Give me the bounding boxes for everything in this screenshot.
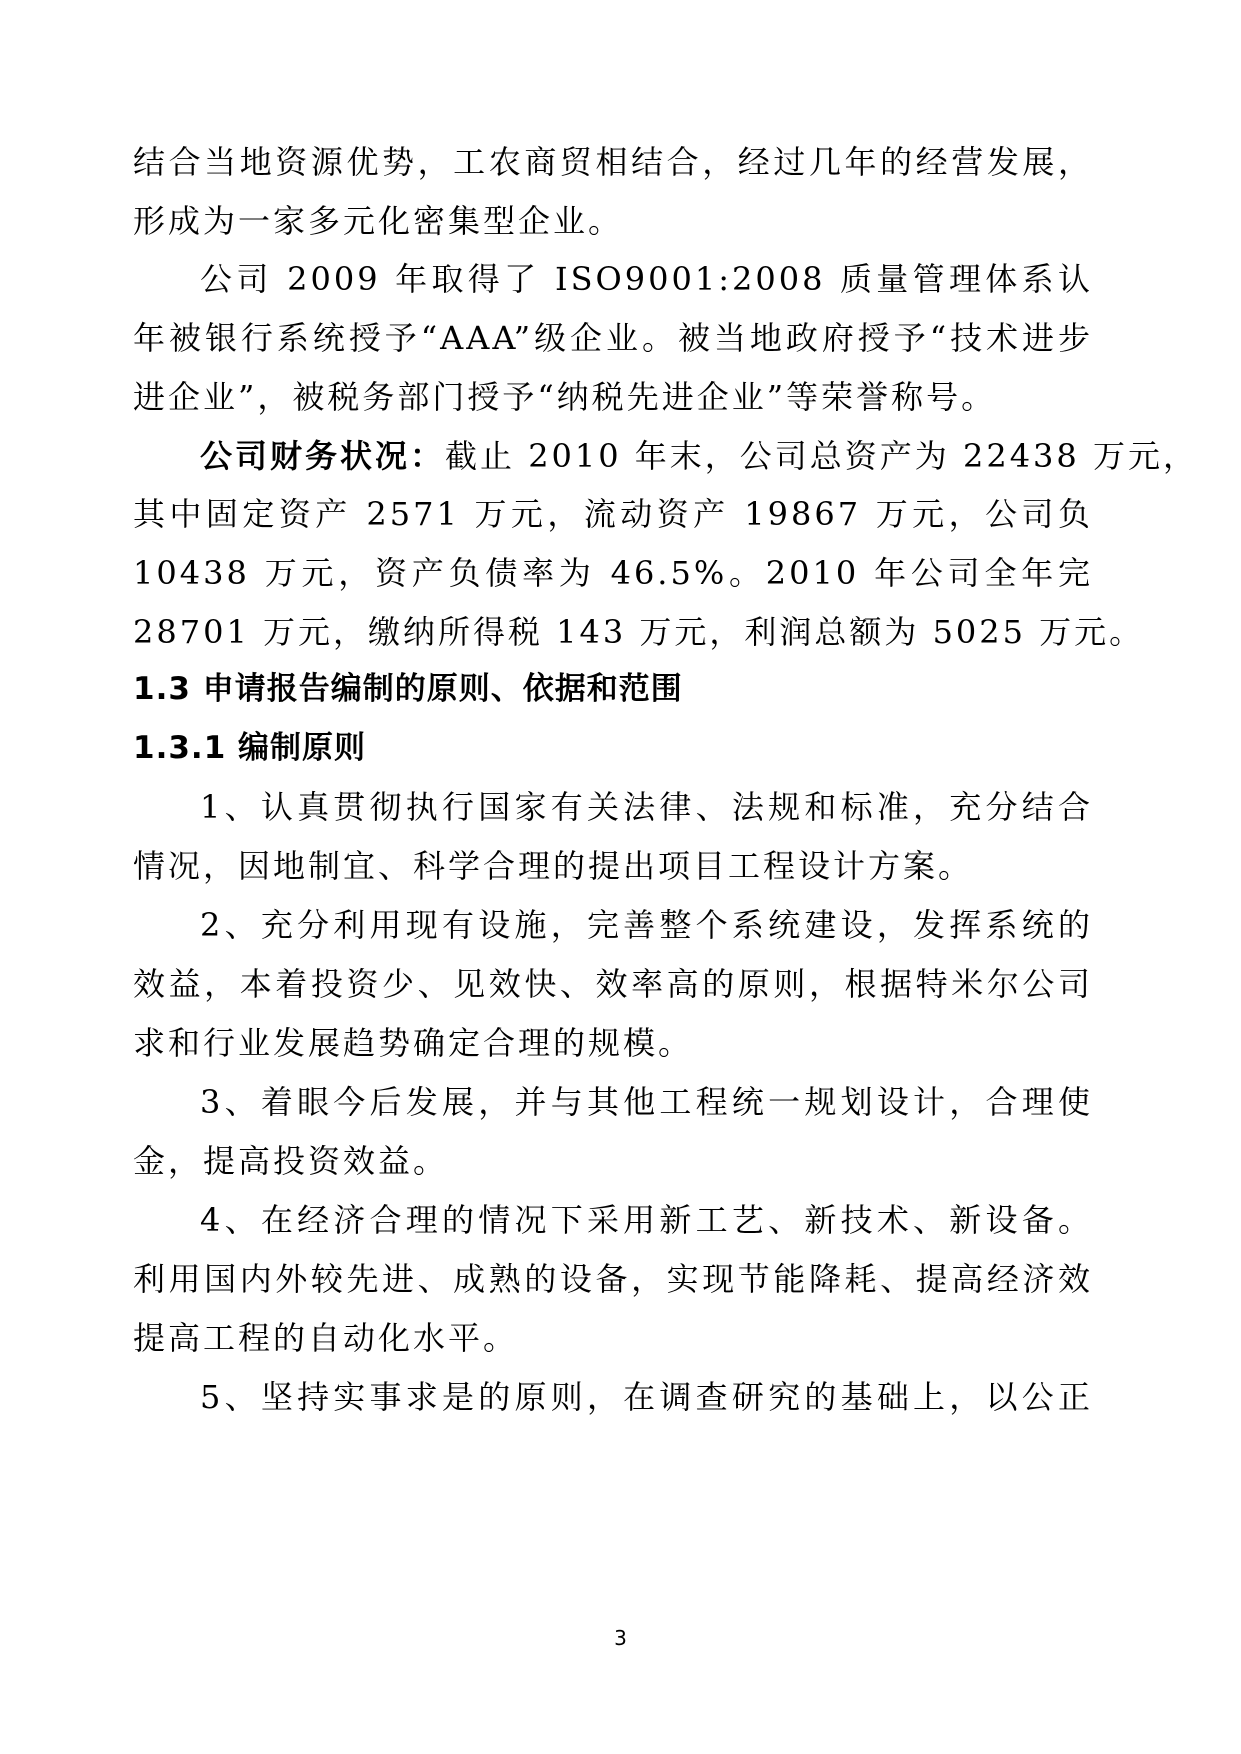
principle-line: 4、在经济合理的情况下采用新工艺、新技术、新设备。 (200, 1201, 1093, 1239)
paragraph-line: 年被银行系统授予“AAA”级企业。被当地政府授予“技术进步 (133, 319, 1093, 357)
section-heading: 1.3 申请报告编制的原则、依据和范围 (133, 671, 683, 707)
paragraph-line: 结合当地资源优势，工农商贸相结合，经过几年的经营发展， (133, 143, 1093, 181)
financial-status-text: 截止 2010 年末，公司总资产为 22438 万元， (445, 437, 1198, 475)
financial-status-line (200, 434, 1198, 478)
financial-status-label: 公司财务状况： (200, 437, 446, 475)
principle-line: 3、着眼今后发展，并与其他工程统一规划设计，合理使 (200, 1083, 1093, 1121)
paragraph-line: 公司 2009 年取得了 ISO9001:2008 质量管理体系认 (200, 260, 1093, 298)
principle-line: 求和行业发展趋势确定合理的规模。 (133, 1024, 694, 1062)
principle-line: 2、充分利用现有设施，完善整个系统建设，发挥系统的 (200, 906, 1093, 944)
paragraph-line: 其中固定资产 2571 万元，流动资产 19867 万元，公司负 (133, 495, 1093, 533)
principle-line: 1、认真贯彻执行国家有关法律、法规和标准，充分结合 (200, 788, 1093, 826)
principle-line: 金，提高投资效益。 (133, 1142, 449, 1180)
paragraph-line: 10438 万元，资产负债率为 46.5%。2010 年公司全年完 (133, 554, 1093, 592)
principle-line: 利用国内外较先进、成熟的设备，实现节能降耗、提高经济效 (133, 1260, 1093, 1298)
paragraph-line: 28701 万元，缴纳所得税 143 万元，利润总额为 5025 万元。 (133, 613, 1145, 651)
principle-line: 效益，本着投资少、见效快、效率高的原则，根据特米尔公司 (133, 965, 1093, 1003)
page-number: 3 (614, 1626, 627, 1650)
subsection-heading: 1.3.1 编制原则 (133, 730, 367, 766)
principle-line: 5、坚持实事求是的原则，在调查研究的基础上，以公正 (200, 1378, 1093, 1416)
principle-line: 提高工程的自动化水平。 (133, 1319, 519, 1357)
paragraph-line: 形成为一家多元化密集型企业。 (133, 202, 624, 240)
paragraph-line: 进企业”，被税务部门授予“纳税先进企业”等荣誉称号。 (133, 378, 997, 416)
principle-line: 情况，因地制宜、科学合理的提出项目工程设计方案。 (133, 847, 974, 885)
